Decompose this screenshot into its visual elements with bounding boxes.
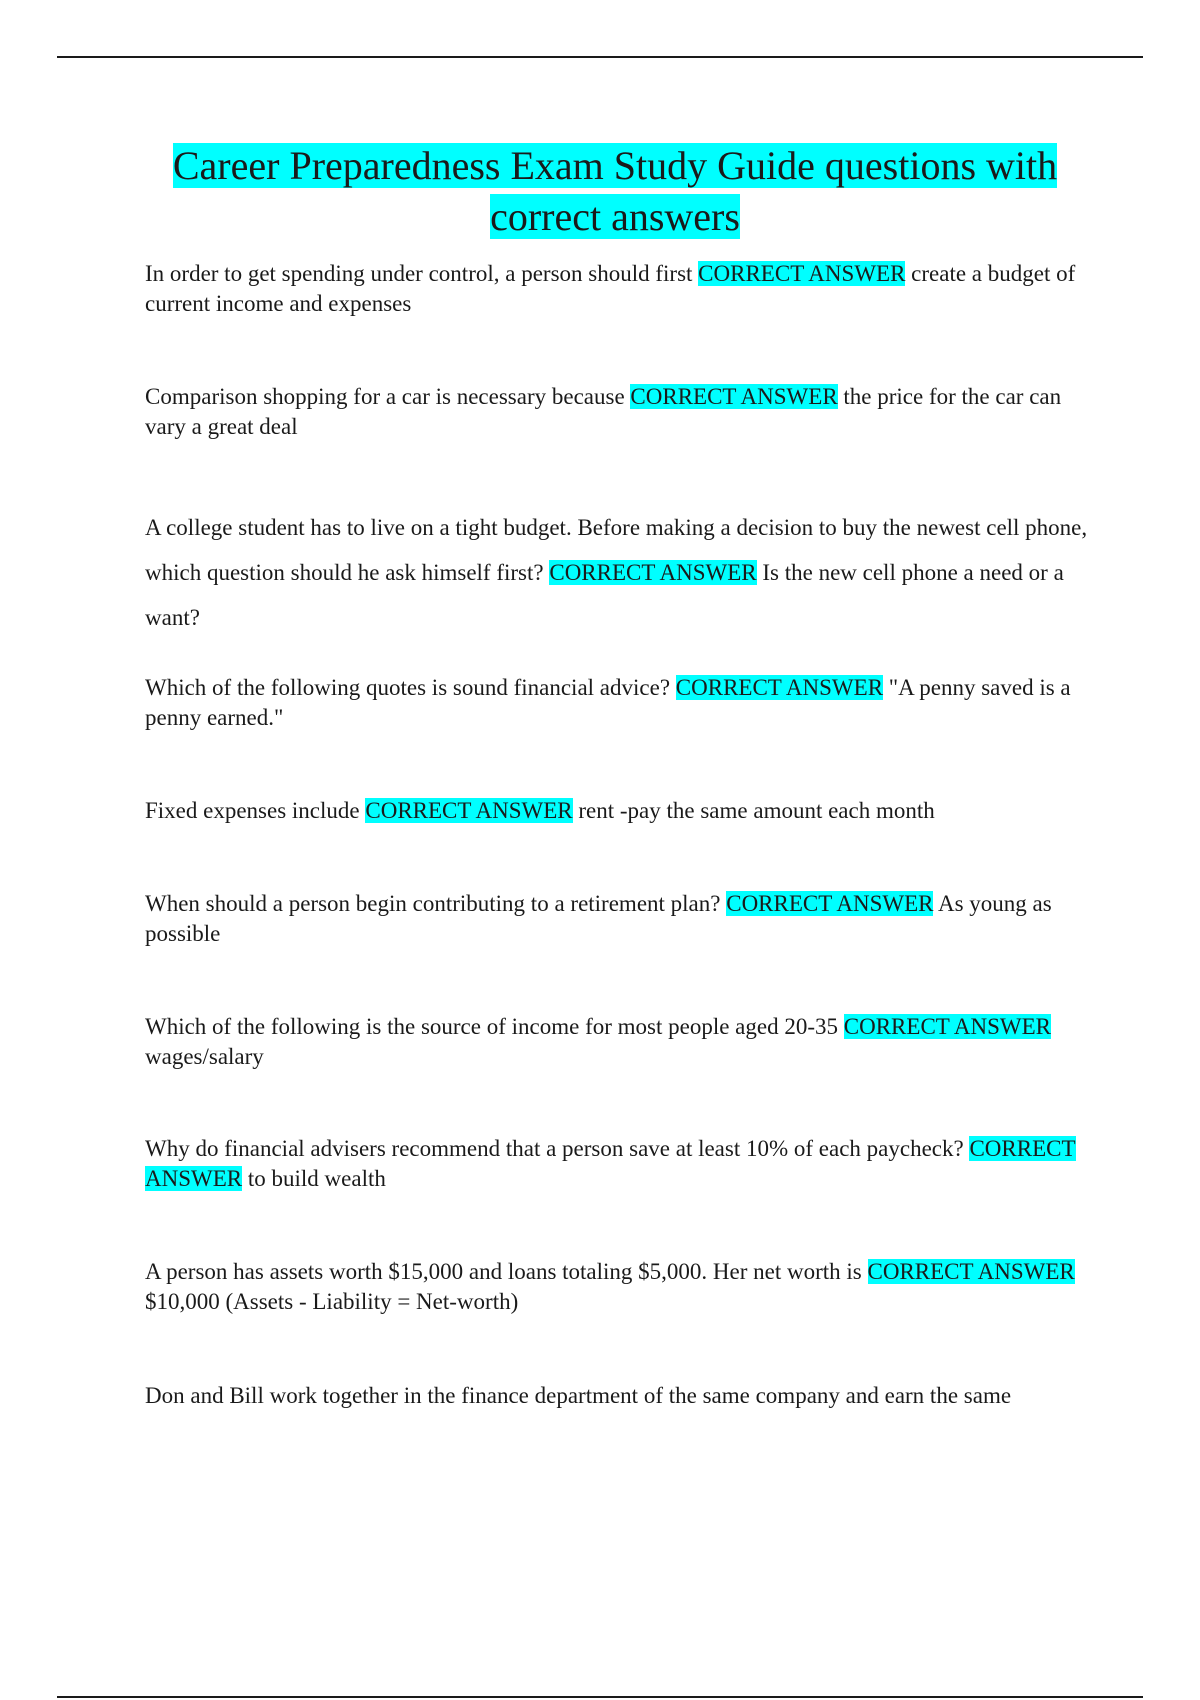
question-text: Don and Bill work together in the finance department of the same company and earn the same [145,1383,1012,1408]
question-text: A person has assets worth $15,000 and loans totaling $5,000. Her net worth is [145,1259,862,1284]
qa-item-6 [145,889,1090,949]
correct-answer-marker: CORRECT ANSWER [843,1014,1052,1039]
correct-answer-marker: CORRECT ANSWER [726,891,934,916]
qa-item-1 [145,259,1090,319]
qa-item-7 [145,1012,1090,1072]
correct-answer-marker: CORRECT ANSWER [365,798,573,823]
correct-answer-marker: CORRECT ANSWER [867,1259,1075,1284]
bottom-rule [57,1696,1143,1698]
answer-text: As young as possible [145,891,1052,946]
question-text: Comparison shopping for a car is necessary because [145,384,625,409]
answer-text: create a budget of current income and expenses [145,261,1076,316]
title-line-2: correct answers [490,194,740,239]
title-line-1: Career Preparedness Exam Study Guide questions with [172,143,1058,188]
answer-text: "A penny saved is a penny earned." [145,675,1071,730]
answer-text: $10,000 (Assets - Liability = Net-worth) [145,1289,519,1314]
qa-item-3 [145,505,1090,640]
question-text: A college student has to live on a tight budget. Before making a decision to buy the newest cell phone, which question should he ask himself first? [145,515,1088,585]
qa-item-9 [145,1257,1090,1317]
correct-answer-marker: CORRECT ANSWER [675,675,884,700]
question-text: When should a person begin contributing to a retirement plan? [145,891,721,916]
qa-item-2 [145,382,1090,442]
top-rule [57,56,1143,58]
qa-item-5 [145,796,1090,826]
question-text: Why do financial advisers recommend that a person save at least 10% of each paycheck? [145,1136,964,1161]
correct-answer-marker: CORRECT ANSWER [630,384,838,409]
correct-answer-marker: CORRECT ANSWER [549,560,757,585]
question-text: In order to get spending under control, a person should first [145,261,693,286]
answer-text: Is the new cell phone a need or a want? [145,560,1064,630]
question-text: Fixed expenses include [145,798,360,823]
question-text: Which of the following quotes is sound financial advice? [145,675,671,700]
document-title [110,140,1120,242]
qa-item-10 [145,1381,1090,1411]
question-text: Which of the following is the source of income for most people aged 20-35 [145,1014,839,1039]
answer-text: rent -pay the same amount each month [578,798,935,823]
answer-text: the price for the car can vary a great deal [145,384,1062,439]
qa-item-8 [145,1134,1090,1194]
answer-text: wages/salary [145,1044,264,1069]
answer-text: to build wealth [247,1166,386,1191]
correct-answer-marker: CORRECT ANSWER [698,261,906,286]
qa-item-4 [145,673,1090,733]
correct-answer-marker: CORRECT ANSWER [145,1136,1076,1191]
